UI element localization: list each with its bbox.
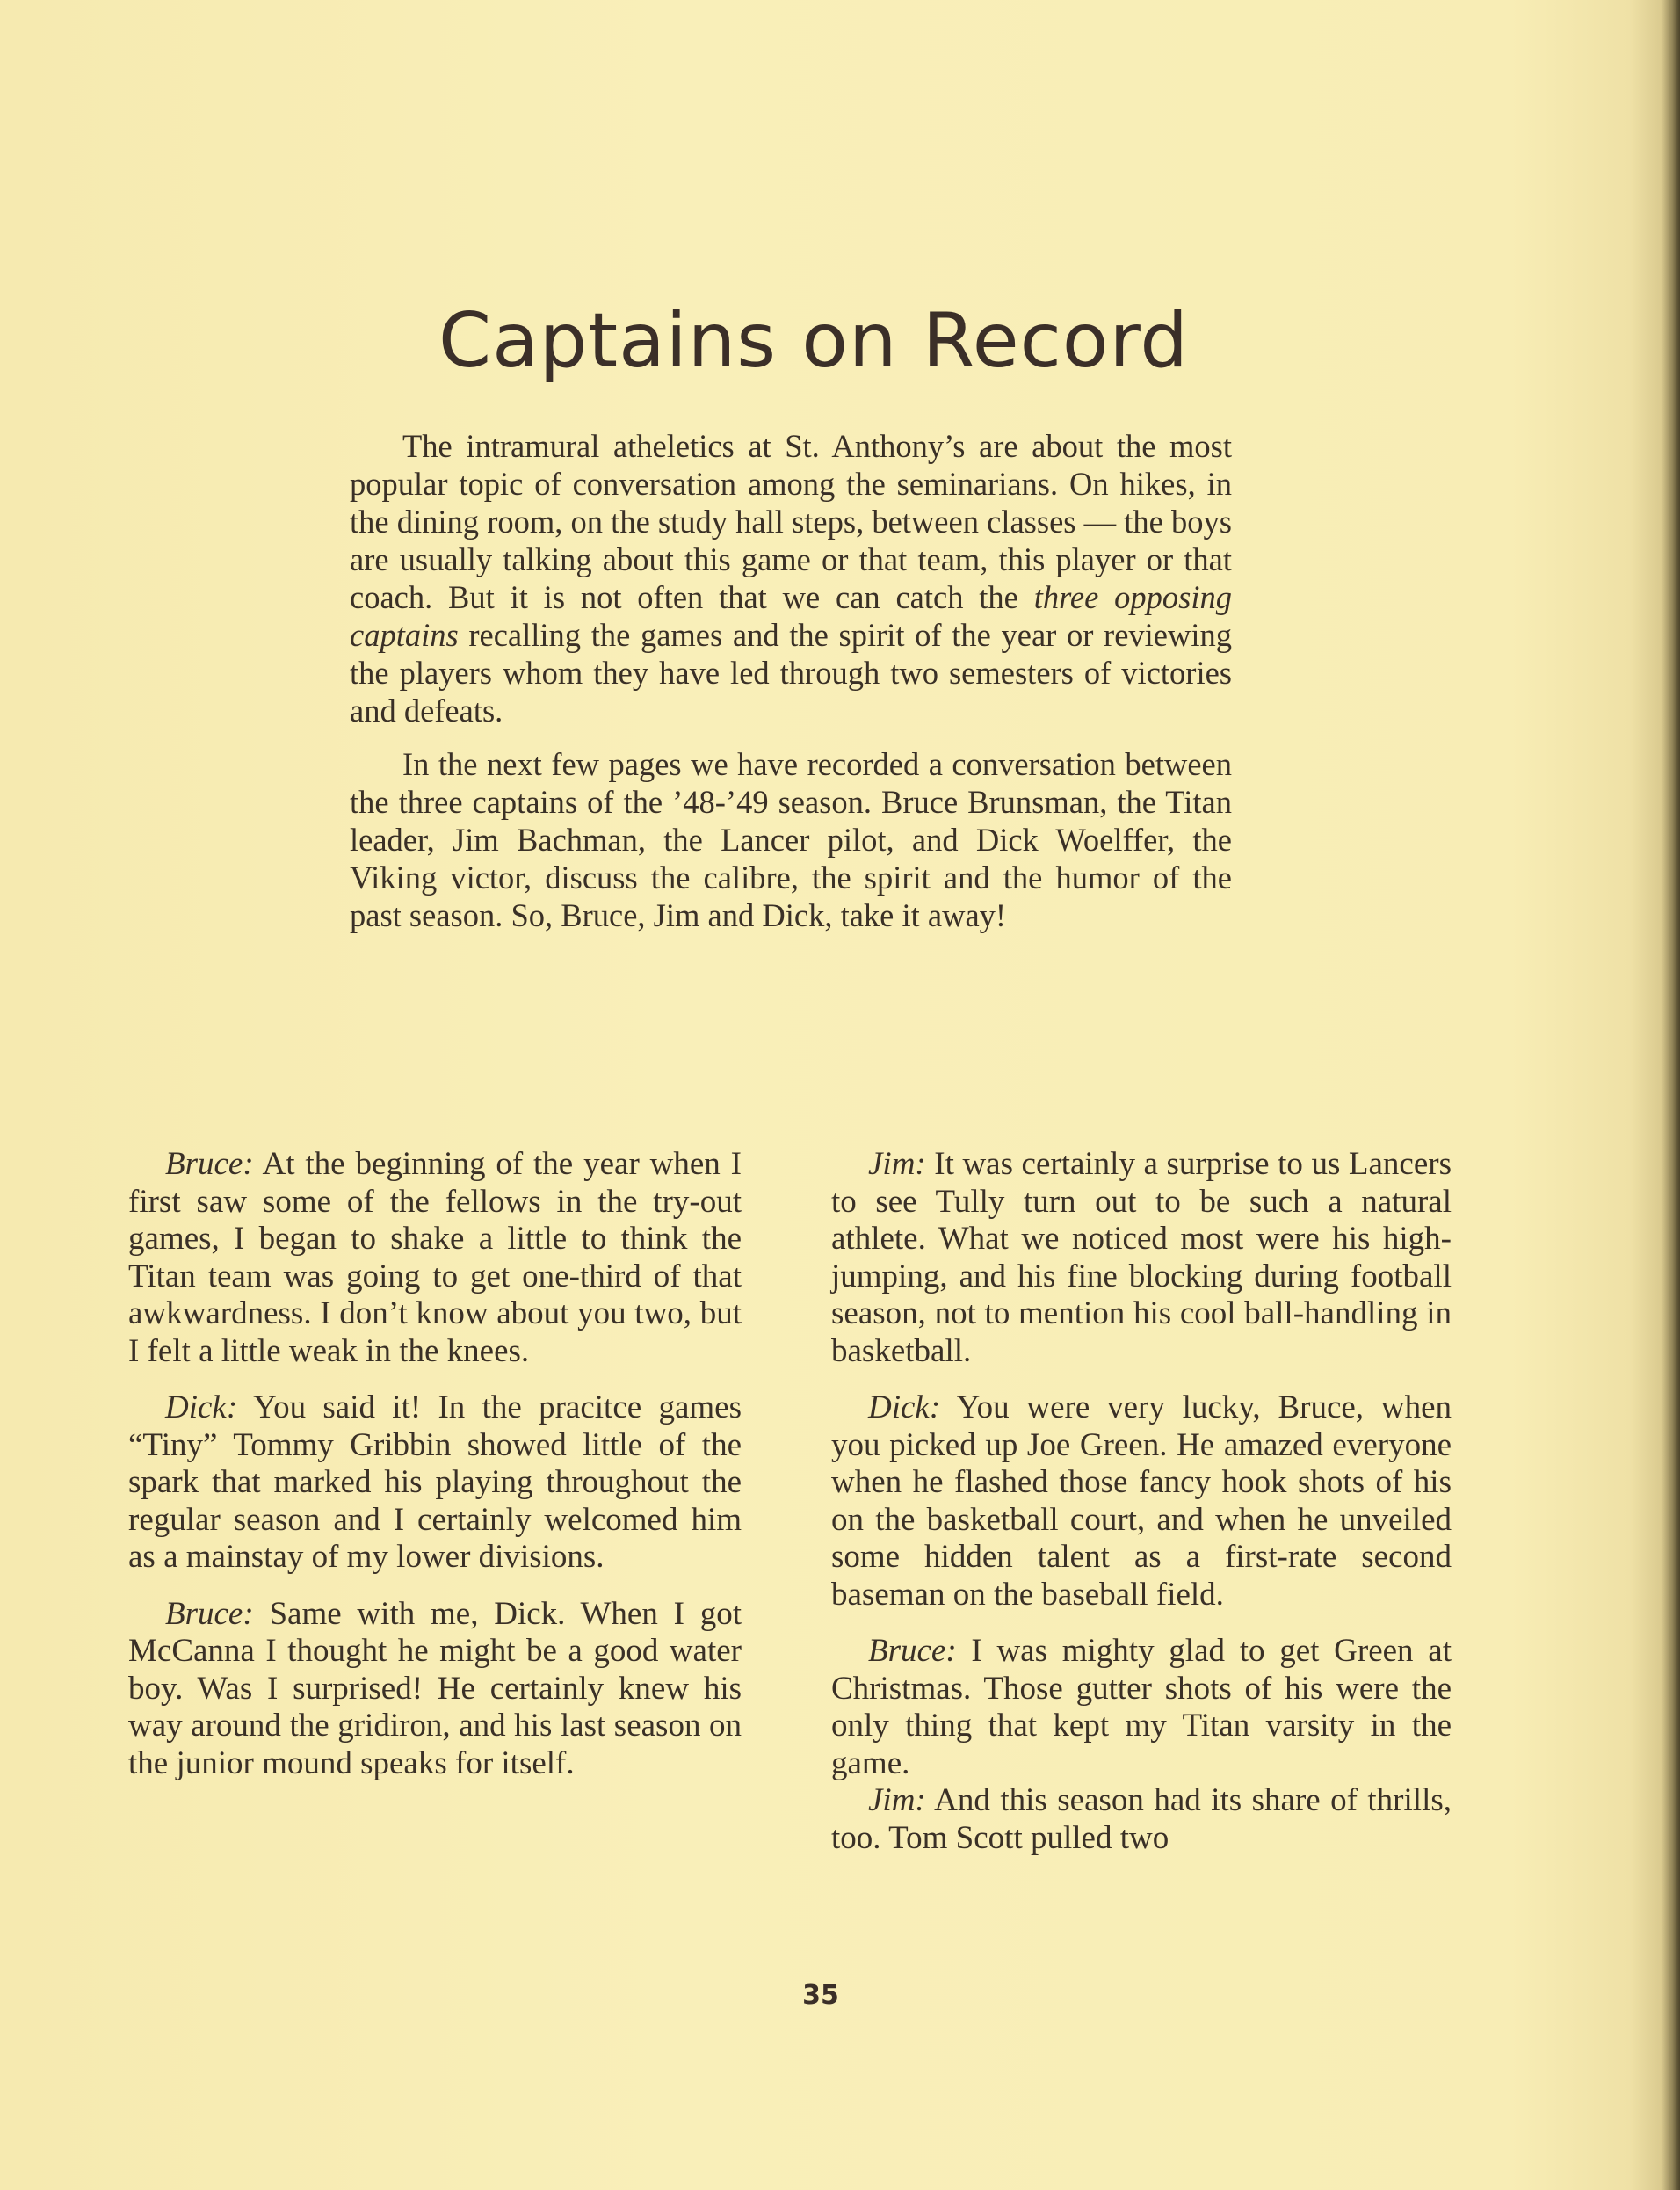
dialogue-paragraph	[831, 1633, 1452, 1782]
page-binding-edge	[1661, 0, 1680, 2190]
dialogue-paragraph	[128, 1389, 742, 1577]
dialogue-paragraph	[831, 1782, 1452, 1857]
dialogue-paragraph	[831, 1389, 1452, 1613]
speaker-name: Dick:	[868, 1389, 941, 1425]
left-column	[128, 1146, 742, 1802]
emphasis-text: three opposing captains	[350, 579, 1232, 653]
page-number: 35	[802, 1980, 839, 2011]
intro-text	[350, 427, 1232, 950]
speaker-name: Bruce:	[868, 1633, 957, 1669]
dialogue-text: I was mighty glad to get Green at Christmas. Those gutter shots of his were the only thing that kept my Titan varsity in the game.	[831, 1633, 1452, 1781]
speaker-name: Dick:	[165, 1389, 238, 1425]
dialogue-text: You said it! In the pracitce games “Tiny” Tommy Gribbin showed little of the spark that marked his playing throughout the regular season and I certainly welcomed him as a mainstay of my lower divisions.	[128, 1389, 742, 1575]
dialogue-paragraph	[128, 1596, 742, 1783]
dialogue-text: It was certainly a surprise to us Lancers to see Tully turn out to be such a natural athlete. What we noticed most were his high-jumping, and his fine blocking during football season, not to mention his cool ball-handling in basketball.	[831, 1146, 1452, 1369]
dialogue-text: Same with me, Dick. When I got McCanna I thought he might be a good water boy. Was I surprised! He certainly knew his way around the gridiron, and his last season on the junior mound speaks for itself.	[128, 1595, 742, 1781]
dialogue-text: And this season had its share of thrills, too. Tom Scott pulled two	[831, 1782, 1452, 1856]
dialogue-text: At the beginning of the year when I first saw some of the fellows in the try-out games, I began to shake a little to think the Titan team was going to get one-third of that awkwardness. I don’t know about you two, but I felt a little weak in the knees.	[128, 1146, 742, 1369]
intro-paragraph-2: In the next few pages we have recorded a conversation between the three captains of the ’48-’49 season. Bruce Brunsman, the Titan leader, Jim Bachman, the Lancer pilot, and Dick Woelffer, the Viking victor, discuss the calibre, the spirit and the humor of the past season. So, Bruce, Jim and Dick, take it away!	[350, 746, 1232, 933]
page-title: Captains on Record	[438, 296, 1189, 385]
dialogue-paragraph	[831, 1146, 1452, 1370]
right-column	[831, 1146, 1452, 1876]
dialogue-text: You were very lucky, Bruce, when you picked up Joe Green. He amazed everyone when he flashed those fancy hook shots of his on the basketball court, and when he unveiled some hidden talent as a first-rate second baseman on the baseball field.	[831, 1389, 1452, 1613]
speaker-name: Bruce:	[165, 1595, 254, 1632]
dialogue-paragraph	[128, 1146, 742, 1370]
speaker-name: Jim:	[868, 1146, 926, 1182]
intro-paragraph-1: The intramural atheletics at St. Anthony’s are about the most popular topic of conversation among the seminarians. On hikes, in the dining room, on the study hall steps, between classes — the boys are usually talking about this game or that team, this player or that coach. But it is not often that we can catch the three opposing captains recalling the games and the spirit of the year or reviewing the players whom they have led through two semesters of victories and defeats.	[350, 428, 1232, 729]
speaker-name: Bruce:	[165, 1146, 254, 1182]
speaker-name: Jim:	[868, 1782, 926, 1818]
